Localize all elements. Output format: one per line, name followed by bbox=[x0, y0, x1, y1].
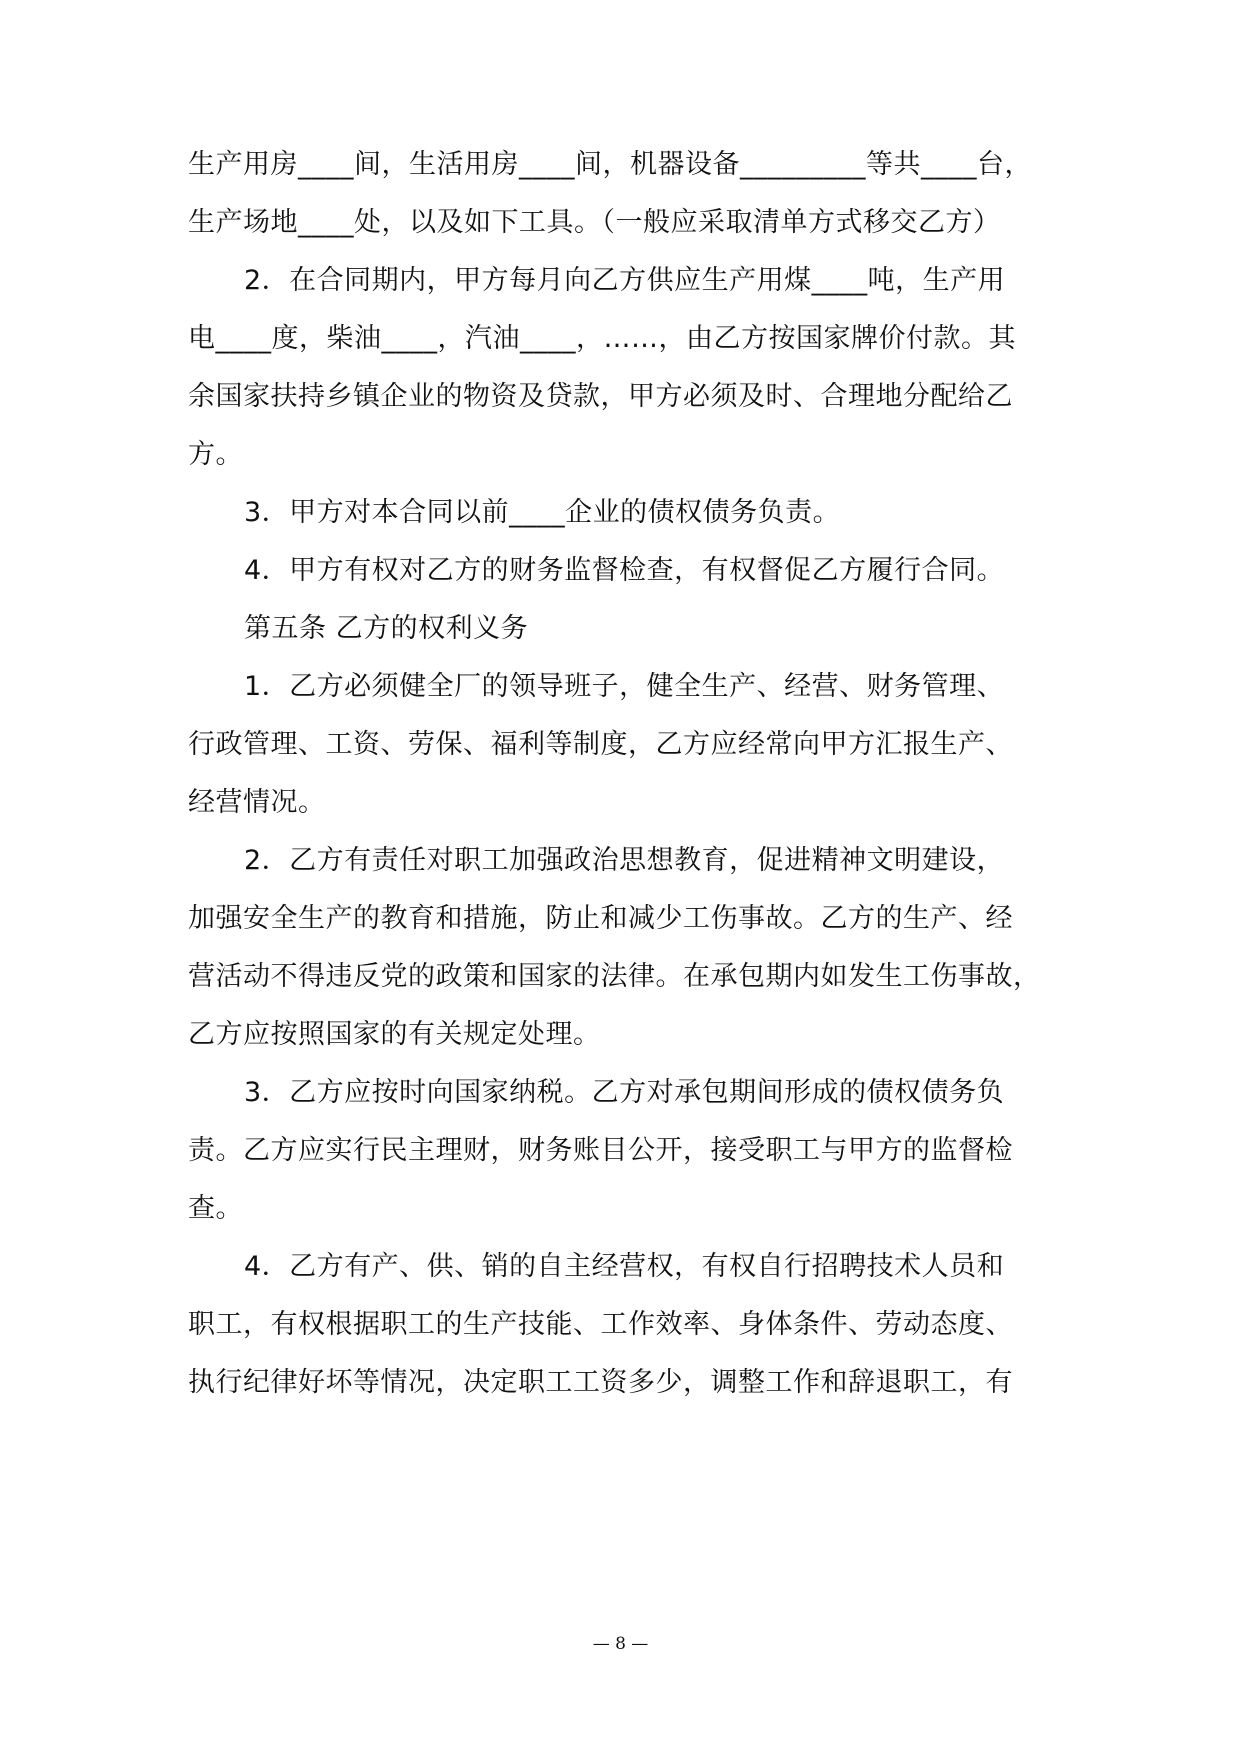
text-line: 余国家扶持乡镇企业的物资及贷款，甲方必须及时、合理地分配给乙 bbox=[188, 381, 1013, 412]
page-number: — 8 — bbox=[592, 1634, 649, 1654]
text-line: 电____度，柴油____，汽油____，……，由乙方按国家牌价付款。其 bbox=[188, 323, 1016, 354]
text-line: 责。乙方应实行民主理财，财务账目公开，接受职工与甲方的监督检 bbox=[188, 1135, 1013, 1166]
text-line: 3．甲方对本合同以前____企业的债权债务负责。 bbox=[244, 497, 841, 528]
text-line: 2．乙方有责任对职工加强政治思想教育，促进精神文明建设， bbox=[244, 845, 1005, 876]
text-line: 执行纪律好坏等情况，决定职工工资多少，调整工作和辞退职工，有 bbox=[188, 1367, 1013, 1398]
text-line: 加强安全生产的教育和措施，防止和减少工伤事故。乙方的生产、经 bbox=[188, 903, 1013, 934]
text-line: 职工，有权根据职工的生产技能、工作效率、身体条件、劳动态度、 bbox=[188, 1309, 1013, 1340]
text-line: 4．乙方有产、供、销的自主经营权，有权自行招聘技术人员和 bbox=[244, 1251, 1005, 1282]
text-line: 4．甲方有权对乙方的财务监督检查，有权督促乙方履行合同。 bbox=[244, 555, 1005, 586]
text-line: 经营情况。 bbox=[188, 787, 326, 818]
text-line: 查。 bbox=[188, 1193, 243, 1224]
text-line: 2．在合同期内，甲方每月向乙方供应生产用煤____吨，生产用 bbox=[244, 265, 1006, 296]
text-line: 乙方应按照国家的有关规定处理。 bbox=[188, 1019, 601, 1050]
section-heading: 第五条 乙方的权利义务 bbox=[244, 613, 529, 644]
text-line: 营活动不得违反党的政策和国家的法律。在承包期内如发生工伤事故， bbox=[188, 961, 1041, 992]
text-line: 方。 bbox=[188, 439, 243, 470]
text-line: 3．乙方应按时向国家纳税。乙方对承包期间形成的债权债务负 bbox=[244, 1077, 1005, 1108]
text-line: 生产场地____处，以及如下工具。（一般应采取清单方式移交乙方） bbox=[188, 207, 1001, 238]
text-line: 生产用房____间，生活用房____间，机器设备_________等共____台， bbox=[188, 149, 1032, 180]
text-line: 行政管理、工资、劳保、福利等制度，乙方应经常向甲方汇报生产、 bbox=[188, 729, 1013, 760]
text-line: 1．乙方必须健全厂的领导班子，健全生产、经营、财务管理、 bbox=[244, 671, 1005, 702]
